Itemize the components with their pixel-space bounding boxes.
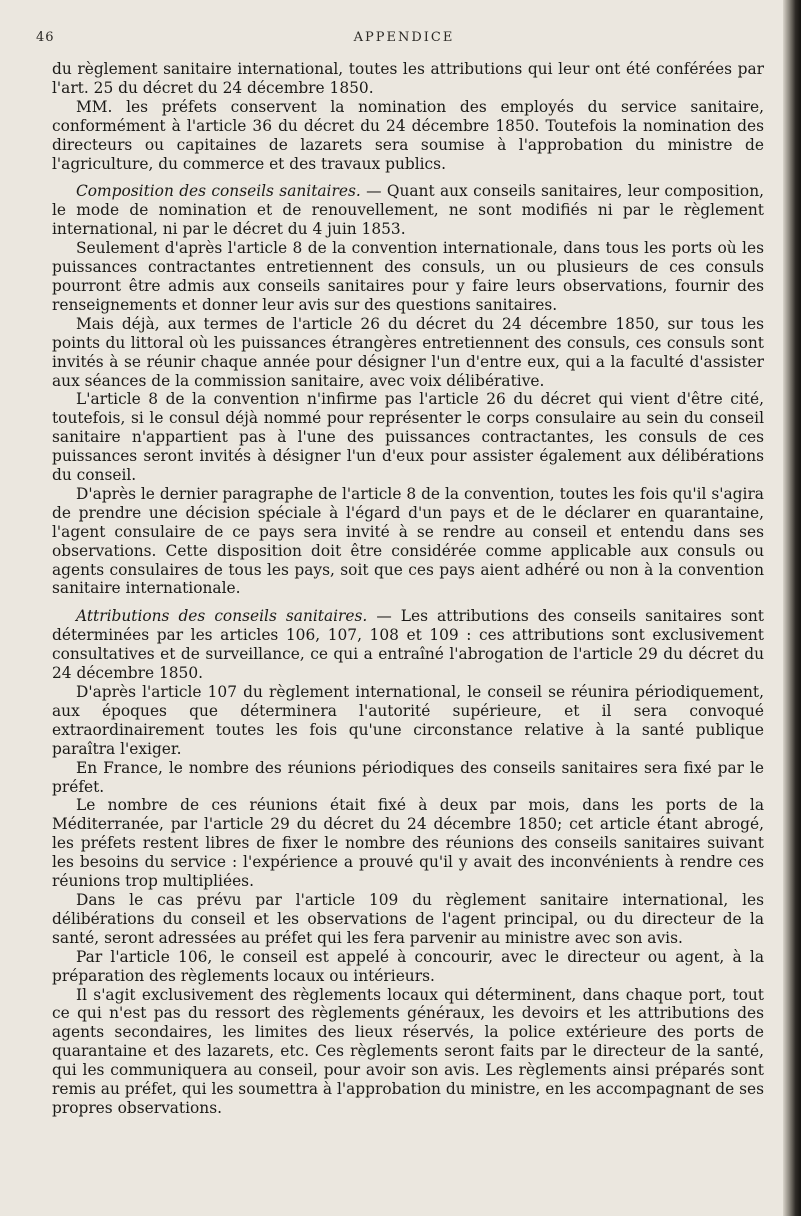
section-paragraph-attributions: Attributions des conseils sanitaires. — Les attributions des conseils sanitaires sont déterminées par les articles 106, 107, 108 et 109 : ces attributions sont exclusivement consultatives et de surveillance, ce qui a entraîné l'abrogation de l'article 29 du décret du 24 décembre 1850. — [52, 607, 764, 683]
running-title: APPENDICE — [353, 30, 455, 45]
paragraph: du règlement sanitaire international, toutes les attributions qui leur ont été conférées par l'art. 25 du décret du 24 décembre 1850. — [52, 60, 764, 97]
paragraph: Le nombre de ces réunions était fixé à deux par mois, dans les ports de la Méditerranée, par l'article 29 du décret du 24 décembre 1850; cet article étant abrogé, les préfets restent libres de fixer le nombre des réunions des conseils sanitaires suivant les besoins du service : l'expérience a prouvé qu'il y avait des inconvénients à rendre ces réunions trop multipliées. — [52, 796, 764, 891]
section-heading: Composition des conseils sanitaires. — [76, 182, 361, 201]
running-head — [36, 30, 772, 52]
paragraph: D'après l'article 107 du règlement international, le conseil se réunira périodiquement, aux époques que déterminera l'autorité supérieure, et il sera convoqué extraordinairement toutes les fois qu'une circonstance relative à la santé publique paraîtra l'exiger. — [52, 683, 764, 758]
book-spine-shadow — [783, 0, 801, 1216]
book-page — [36, 30, 772, 1118]
section-paragraph-composition: Composition des conseils sanitaires. — Quant aux conseils sanitaires, leur composition, le mode de nomination et de renouvellement, ne sont modifiés ni par le règlement international, ni par le décret du 4 juin 1853. — [52, 182, 764, 239]
paragraph: Mais déjà, aux termes de l'article 26 du décret du 24 décembre 1850, sur tous les points du littoral où les puissances étrangères entretiennent des consuls, ces consuls sont invités à se réunir chaque année pour désigner l'un d'entre eux, qui a la faculté d'assister aux séances de la commission sanitaire, avec voix délibérative. — [52, 314, 764, 390]
paragraph: L'article 8 de la convention n'infirme pas l'article 26 du décret qui vient d'être cité, toutefois, si le consul déjà nommé pour représenter le corps consulaire au sein du conseil sanitaire n'appartient pas à l'une des puissances contractantes, les consuls de ces puissances seront invités à désigner l'un d'eux pour assister également aux délibérations du conseil. — [52, 390, 764, 485]
paragraph: MM. les préfets conservent la nomination des employés du service sanitaire, conformément à l'article 36 du décret du 24 décembre 1850. Toutefois la nomination des directeurs ou capitaines de lazarets sera soumise à l'approbation du ministre de l'agriculture, du commerce et des travaux publics. — [52, 97, 764, 173]
paragraph: Il s'agit exclusivement des règlements locaux qui déterminent, dans chaque port, tout ce qui n'est pas du ressort des règlements généraux, les devoirs et les attributions des agents secondaires, les limites des lieux réservés, la police extérieure des ports de quarantaine et des lazarets, etc. Ces règlements seront faits par le directeur de la santé, qui les communiquera au conseil, pour avoir son avis. Les règlements ainsi préparés sont remis au préfet, qui les soumettra à l'approbation du ministre, en les accompagnant de ses propres observations. — [52, 985, 764, 1117]
paragraph: En France, le nombre des réunions périodiques des conseils sanitaires sera fixé par le préfet. — [52, 758, 764, 796]
paragraph: Dans le cas prévu par l'article 109 du règlement sanitaire international, les délibérations du conseil et les observations de l'agent principal, ou du directeur de la santé, seront adressées au préfet qui les fera parvenir au ministre avec son avis. — [52, 890, 764, 947]
page-number: 46 — [36, 30, 55, 45]
paragraph: D'après le dernier paragraphe de l'article 8 de la convention, toutes les fois qu'il s'agira de prendre une décision spéciale à l'égard d'un pays et de le déclarer en quarantaine, l'agent consulaire de ce pays sera invité à se rendre au conseil et entendu dans ses observations. Cette disposition doit être considérée comme applicable aux consuls ou agents consulaires de tous les pays, soit que ces pays aient adhéré ou non à la convention sanitaire internationale. — [52, 484, 764, 598]
paragraph: Seulement d'après l'article 8 de la convention internationale, dans tous les ports où les puissances contractantes entretiennent des consuls, un ou plusieurs de ces consuls pourront être admis aux conseils sanitaires pour y faire leurs observations, fournir des renseignements et donner leur avis sur des questions sanitaires. — [52, 239, 764, 314]
body-text — [52, 60, 764, 1118]
paragraph: Par l'article 106, le conseil est appelé à concourir, avec le directeur ou agent, à la préparation des règlements locaux ou intérieurs. — [52, 947, 764, 985]
section-heading: Attributions des conseils sanitaires. — [76, 607, 368, 626]
